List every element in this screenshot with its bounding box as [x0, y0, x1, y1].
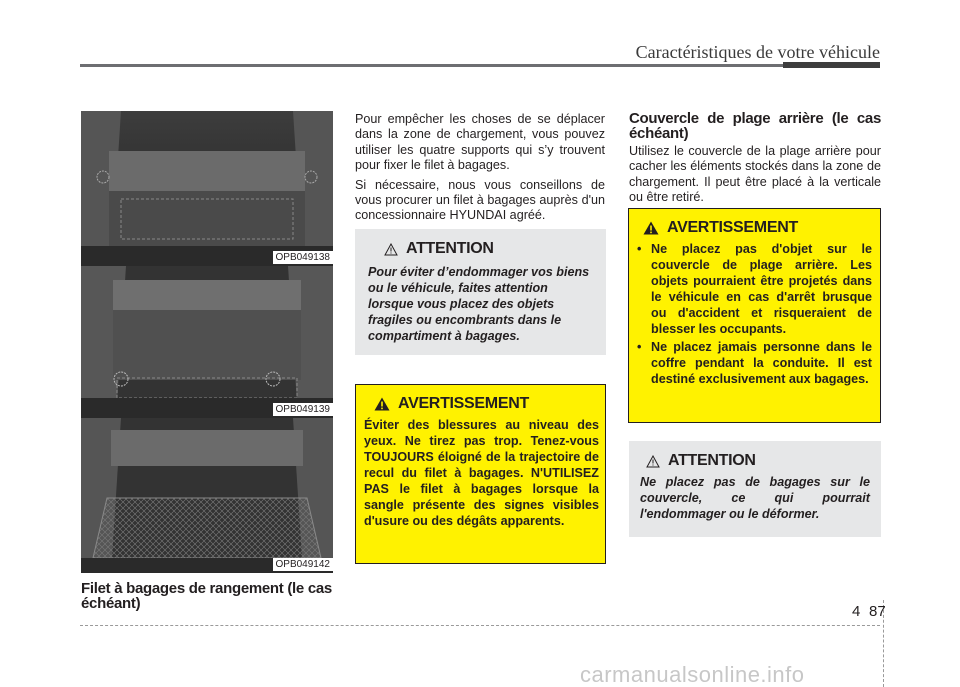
paragraph: Si nécessaire, nous vous conseillons de vous procurer un filet à bagages auprès d'un concessionnaire HYUNDAI agréé.: [355, 177, 605, 223]
warning-text: Éviter des blessures au niveau des yeux. Ne tirez pas trop. Tenez-vous TOUJOURS éloigné de la trajectoire de recul du filet à bagages. N'UTILISEZ PAS le filet à bagages lorsque la sangle présente des signes visibles d'usure ou des dégâts apparents.: [364, 418, 599, 528]
cargo-net-description: [355, 112, 605, 228]
chapter-number: 4: [852, 603, 861, 620]
warning-triangle-outline-icon: [646, 455, 660, 468]
warning-triangle-filled-icon: [374, 397, 390, 411]
cargo-cover-description: [629, 144, 881, 210]
section-heading-cargo-cover: Couvercle de plage arrière (le cas échéant): [629, 110, 881, 142]
cargo-net-photo-1: [81, 111, 333, 266]
attention-text: Pour éviter d’endommager vos biens ou le véhicule, faites attention lorsque vous placez des objets fragiles ou encombrants dans le compartiment à bagages.: [368, 265, 590, 343]
cargo-net-photo-2: [81, 266, 333, 418]
running-header: Caractéristiques de votre véhicule: [635, 42, 880, 62]
page-number: 87: [869, 603, 886, 620]
cargo-area-illustration: [81, 111, 333, 266]
warning-list: [637, 241, 872, 387]
warning-triangle-filled-icon: [643, 221, 659, 235]
photo-code: OPB049139: [273, 403, 334, 416]
bullet-icon: •: [637, 340, 642, 354]
header-rule-accent: [783, 62, 880, 68]
attention-title: ATTENTION: [406, 240, 494, 257]
photo-code: OPB049138: [273, 251, 334, 264]
paragraph: Pour empêcher les choses de se déplacer dans la zone de chargement, vous pouvez utiliser les quatre supports qui s’y trouvent pour fixer le filet à bagages.: [355, 112, 605, 173]
cargo-area-illustration: [81, 266, 333, 418]
section-heading-cargo-net: Filet à bagages de rangement (le cas échéant): [81, 580, 332, 612]
warning-title: AVERTISSEMENT: [667, 219, 798, 236]
watermark: carmanualsonline.info: [580, 662, 805, 687]
photo-code: OPB049142: [273, 558, 334, 571]
footer-rule: [80, 625, 880, 626]
bullet-icon: •: [637, 242, 642, 256]
header-rule: [80, 64, 880, 67]
attention-box-cargo-cover: [629, 441, 881, 537]
cargo-net-photo-3: [81, 418, 333, 573]
list-item: • Ne placez jamais personne dans le coffre pendant la conduite. Il est destiné exclusivement aux bagages.: [637, 340, 872, 386]
list-item: • Ne placez pas d'objet sur le couvercle de plage arrière. Les objets pourraient être projetés dans le véhicule en cas d'arrêt brusque ou d'accident et risqueraient de blesser les occupants.: [637, 242, 872, 336]
warning-triangle-outline-icon: [384, 243, 398, 256]
warning-box-cargo-net: [355, 384, 606, 564]
attention-text: Ne placez pas de bagages sur le couvercle, ce qui pourrait l'endommager ou le déformer.: [640, 475, 870, 521]
warning-title: AVERTISSEMENT: [398, 395, 529, 412]
warning-box-cargo-cover: [628, 208, 881, 423]
attention-title: ATTENTION: [668, 452, 756, 469]
paragraph: Utilisez le couvercle de la plage arrière pour cacher les éléments stockés dans la zone de chargement. Il peut être placé à la verticale ou être retiré.: [629, 144, 881, 205]
cargo-area-illustration: [81, 418, 333, 573]
attention-box-cargo-net: [355, 229, 606, 355]
